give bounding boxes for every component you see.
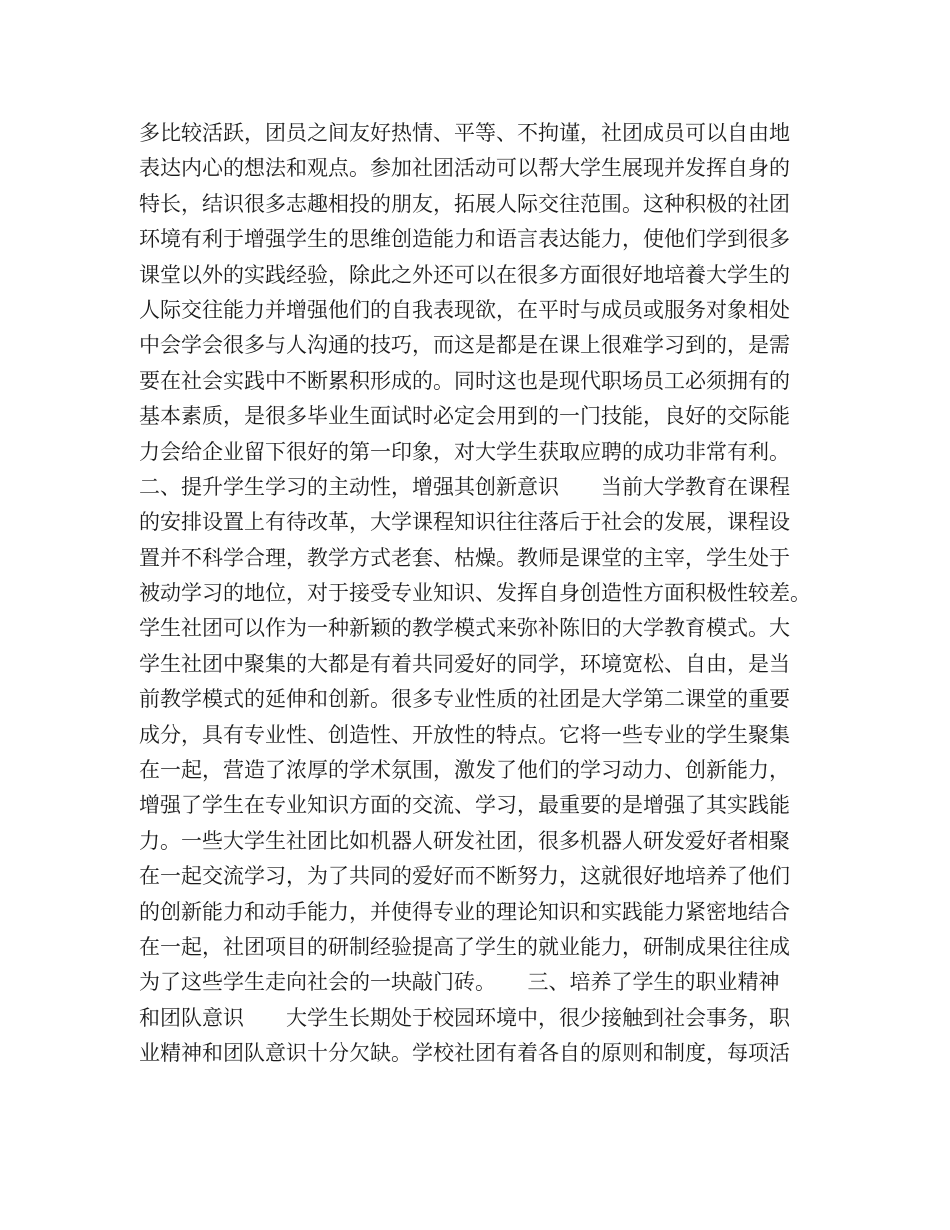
text-line-6: 人际交往能力并增强他们的自我表现欲，在平时与成员或服务对象相处 (139, 297, 790, 322)
body-text (139, 116, 829, 1072)
text-line-24: 在一起，社团项目的研制经验提高了学生的就业能力，研制成果往往成 (139, 934, 790, 959)
text-line-17: 前教学模式的延伸和创新。很多专业性质的社团是大学第二课堂的重要 (139, 687, 790, 712)
text-line-27: 业精神和团队意识十分欠缺。学校社团有着各自的原则和制度，每项活 (139, 1041, 790, 1066)
text-line-26: 和团队意识 大学生长期处于校园环境中，很少接触到社会事务，职 (139, 1005, 790, 1030)
text-line-23: 的创新能力和动手能力，并使得专业的理论知识和实践能力紧密地结合 (139, 899, 790, 924)
text-line-13: 置并不科学合理，教学方式老套、枯燥。教师是课堂的主宰，学生处于 (139, 545, 790, 570)
text-line-25: 为了这些学生走向社会的一块敲门砖。 三、培养了学生的职业精神 (139, 970, 780, 995)
text-line-10: 力会给企业留下很好的第一印象，对大学生获取应聘的成功非常有利。 (139, 439, 790, 464)
text-line-2: 表达内心的想法和观点。参加社团活动可以帮大学生展现并发挥自身的 (139, 156, 790, 181)
text-line-18: 成分，具有专业性、创造性、开放性的特点。它将一些专业的学生聚集 (139, 722, 790, 747)
text-line-4: 环境有利于增强学生的思维创造能力和语言表达能力，使他们学到很多 (139, 227, 790, 252)
text-line-3: 特长，结识很多志趣相投的朋友，拓展人际交往范围。这种积极的社团 (139, 191, 790, 216)
text-line-16: 学生社团中聚集的大都是有着共同爱好的同学，环境宽松、自由，是当 (139, 651, 790, 676)
text-line-7: 中会学会很多与人沟通的技巧，而这是都是在课上很难学习到的，是需 (139, 333, 790, 358)
text-line-1: 多比较活跃，团员之间友好热情、平等、不拘谨，社团成员可以自由地 (139, 121, 790, 145)
text-line-20: 增强了学生在专业知识方面的交流、学习，最重要的是增强了其实践能 (139, 793, 790, 818)
text-line-5: 课堂以外的实践经验，除此之外还可以在很多方面很好地培養大学生的 (139, 262, 790, 287)
text-line-11: 二、提升学生学习的主动性，增强其创新意识 当前大学教育在课程 (139, 474, 790, 499)
text-line-15: 学生社团可以作为一种新颖的教学模式来弥补陈旧的大学教育模式。大 (139, 616, 790, 641)
text-line-12: 的安排设置上有待改革，大学课程知识往往落后于社会的发展，课程设 (139, 510, 790, 535)
text-line-9: 基本素质，是很多毕业生面试时必定会用到的一门技能，良好的交际能 (139, 404, 790, 429)
text-line-8: 要在社会实践中不断累积形成的。同时这也是现代职场员工必须拥有的 (139, 368, 790, 393)
text-line-21: 力。一些大学生社团比如机器人研发社团，很多机器人研发爱好者相聚 (139, 828, 790, 853)
text-line-22: 在一起交流学习，为了共同的爱好而不断努力，这就很好地培养了他们 (139, 864, 790, 889)
text-line-19: 在一起，营造了浓厚的学术氛围，激发了他们的学习动力、创新能力， (139, 758, 790, 783)
text-line-14: 被动学习的地位，对于接受专业知识、发挥自身创造性方面积极性较差。 (139, 581, 811, 606)
